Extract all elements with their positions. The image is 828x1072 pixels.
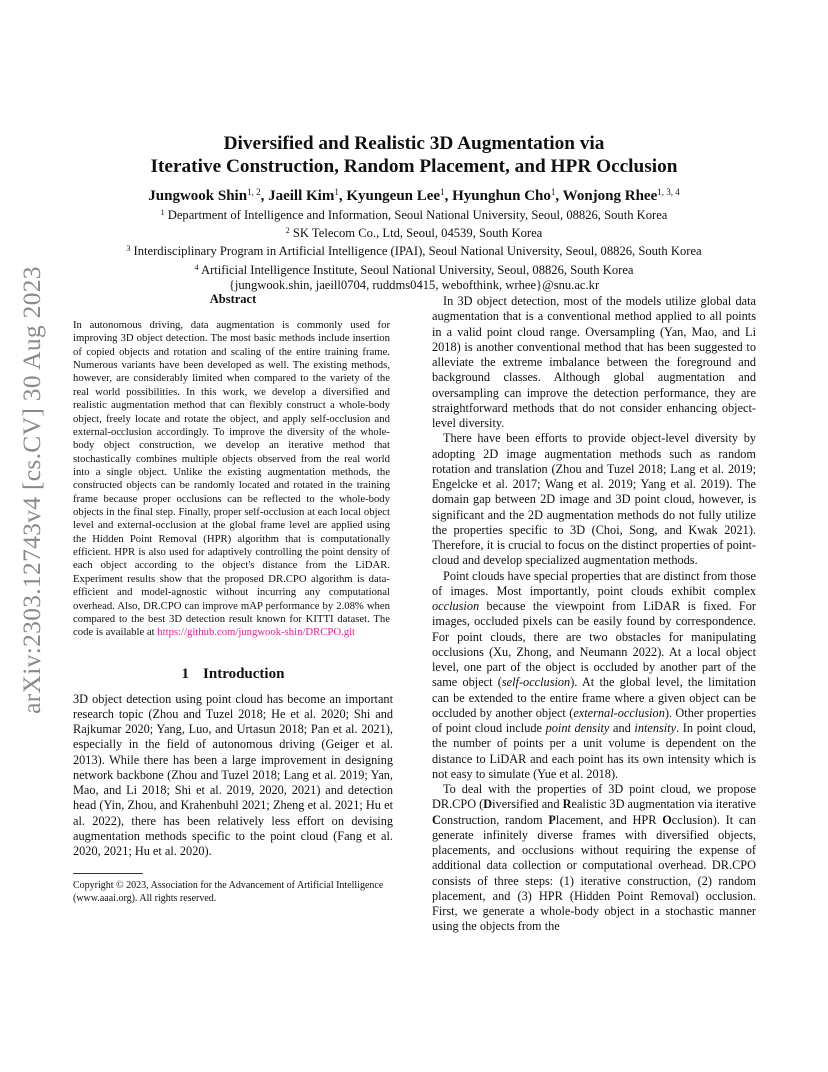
author-name: Wonjong Rhee	[562, 188, 658, 204]
section-heading-introduction: 1 Introduction	[181, 665, 285, 682]
body-paragraph: To deal with the properties of 3D point cloud, we propose DR.CPO (Diversified and Realistic 3D augmentation via iterative Construction, random Placement, and HPR Occlusion). It can generate infinitely diverse frames with diversified objects, placements, and occlusions without requiring the expense of additional data collection or computational overhead. DR.CPO consists of three steps: (1) iterative construction, (2) random placement, and (3) HPR (Hidden Point Removal) occlusion. First, we generate a whole-body object in a stochastic manner using the objects from the	[432, 782, 757, 934]
code-link[interactable]: https://github.com/jungwook-shin/DRCPO.git	[157, 626, 356, 639]
author-name: Hyunghun Cho	[452, 188, 551, 204]
abstract-heading: Abstract	[209, 292, 257, 306]
author-affil-sup: 1	[550, 187, 556, 197]
affiliation-line: $^4$ Artificial Intelligence Institute, Seoul National University, Seoul, 08826, South Korea	[194, 262, 634, 277]
author-affil-sup: 1	[334, 187, 339, 197]
affiliation-line: $^2$ SK Telecom Co., Ltd, Seoul, 04539, South Korea	[285, 226, 543, 241]
author-affil-sup: 1, 3, 4	[657, 187, 680, 197]
right-column	[432, 294, 756, 935]
paper-title	[60, 132, 768, 178]
author-affil-sup: 1, 2	[247, 187, 261, 197]
title-line-2: Iterative Construction, Random Placement, and HPR Occlusion	[150, 156, 678, 177]
copyright-footnote: Copyright © 2023, Association for the Advancement of Artificial Intelligence (www.aaai.org). All rights reserved.	[73, 880, 384, 904]
body-paragraph: In 3D object detection, most of the models utilize global data augmentation that is a conventional method applied to all points in a valid point cloud range. Oversampling (Yan, Mao, and Li 2018) is another conventional method that has been suggested to alleviate the extreme imbalance between the foreground and background classes. Although global augmentation and oversampling can improve the detection performance, they are straightforward methods that do not consider enhancing object-level diversity.	[432, 294, 756, 430]
author-list	[60, 183, 768, 206]
author-sep: ,	[338, 188, 347, 204]
left-column	[73, 292, 393, 905]
affiliation-line: $^1$ Department of Intelligence and Information, Seoul National University, Seoul, 08826, South Korea	[160, 208, 668, 222]
author-name: Kyungeun Lee	[346, 188, 441, 204]
author-affil-sup: 1	[440, 187, 445, 197]
author-name: Jaeill Kim	[268, 188, 335, 204]
body-paragraph: Point clouds have special properties that are distinct from those of images. Most importantly, point clouds exhibit complex occlusion because the viewpoint from LiDAR is fixed. For images, occluded pixels can be easily found by correspondence. For point clouds, there are two obstacles for manipulating occlusions (Xu, Zhong, and Neumann 2022). At a local object level, one part of the object is occluded by another part of the same object (self-occlusion). At the global level, the limitation can be extended to the entire frame where a given object can be occluded by another object (external-occlusion). Other properties of point cloud include point density and intensity. In point cloud, the number of points per a unit volume is dependent on the distance to LiDAR and each point has its own intensity which is not easy to simulate (Yue et al. 2018).	[432, 568, 757, 781]
intro-paragraph: 3D object detection using point cloud has become an important research topic (Zhou and Tuzel 2018; He et al. 2020; Shi and Rajkumar 2020; Yang, Luo, and Urtasun 2018; Pan et al. 2021), especially in the field of autonomous driving (Geiger et al. 2013). While there has been a large improvement in designing network backbone (Zhou and Tuzel 2018; Lang et al. 2019; Yan, Mao, and Li 2018; Shi et al. 2019, 2020, 2021) and detection head (Yin, Zhou, and Krahenbuhl 2021; Zheng et al. 2021; Hu et al. 2022), there has been relatively less effort on devising augmentation methods specific to the point cloud (Fang et al. 2020, 2021; Hu et al. 2020).	[73, 691, 393, 859]
author-name: Jungwook Shin	[148, 188, 248, 204]
footnote-rule	[73, 873, 143, 874]
author-sep: ,	[260, 188, 269, 204]
author-sep: ,	[555, 188, 563, 204]
affiliations	[60, 205, 768, 293]
abstract-text: In autonomous driving, data augmentation is commonly used for improving 3D object detection. The most basic methods include insertion of copied objects and rotation and scaling of the entire training frame. Numerous variants have been developed as well. The existing methods, however, are considerably limited when compared to the variety of the real world possibilities. In this work, we develop a diversified and realistic augmentation method that can flexibly construct a whole-body object, freely locate and rotate the object, and apply self-occlusion and external-occlusion accordingly. To improve the diversity of the whole-body object construction, we develop an iterative method that stochastically combines multiple objects observed from the real world into a single object. Unlike the existing augmentation methods, the constructed objects can be randomly located and rotated in the training frame because proper occlusions can be reflected to the whole-body objects in the final step. Finally, proper self-occlusion at each local object level and external-occlusion at the global frame level are applied using the Hidden Point Removal (HPR) algorithm that is computationally efficient. HPR is also used for adaptively controlling the point density of each object according to the object's distance from the LiDAR. Experiment results show that the proposed DR.CPO algorithm is data-efficient and model-agnostic without incurring any computational overhead. Also, DR.CPO can improve mAP performance by 2.08% when compared to the best 3D detection result known for KITTI dataset. The code is available at https://github.com/jungwook-shin/DRCPO.git	[73, 319, 390, 639]
affiliation-line: $^3$ Interdisciplinary Program in Artificial Intelligence (IPAI), Seoul National University, Seoul, 08826, South Korea	[126, 244, 702, 259]
author-emails: {jungwook.shin, jaeill0704, ruddms0415, webofthink, wrhee}@snu.ac.kr	[228, 277, 600, 292]
arxiv-stamp: arXiv:2303.12743v4 [cs.CV] 30 Aug 2023	[17, 266, 46, 714]
title-line-1: Diversified and Realistic 3D Augmentation via	[223, 133, 605, 154]
author-sep: ,	[444, 188, 453, 204]
body-paragraph: There have been efforts to provide object-level diversity by adopting 2D image augmentation methods such as random rotation and translation (Zhou and Tuzel 2018; Lang et al. 2019; Engelcke et al. 2017; Wang et al. 2019; Yang et al. 2019). The domain gap between 2D image and 3D point cloud, however, is significant and the 2D augmentation methods do not fully utilize the properties specific to 3D (Choi, Song, and Kwak 2021). Therefore, it is crucial to focus on the distinct properties of point-cloud and develop specialized augmentation methods.	[432, 431, 756, 568]
